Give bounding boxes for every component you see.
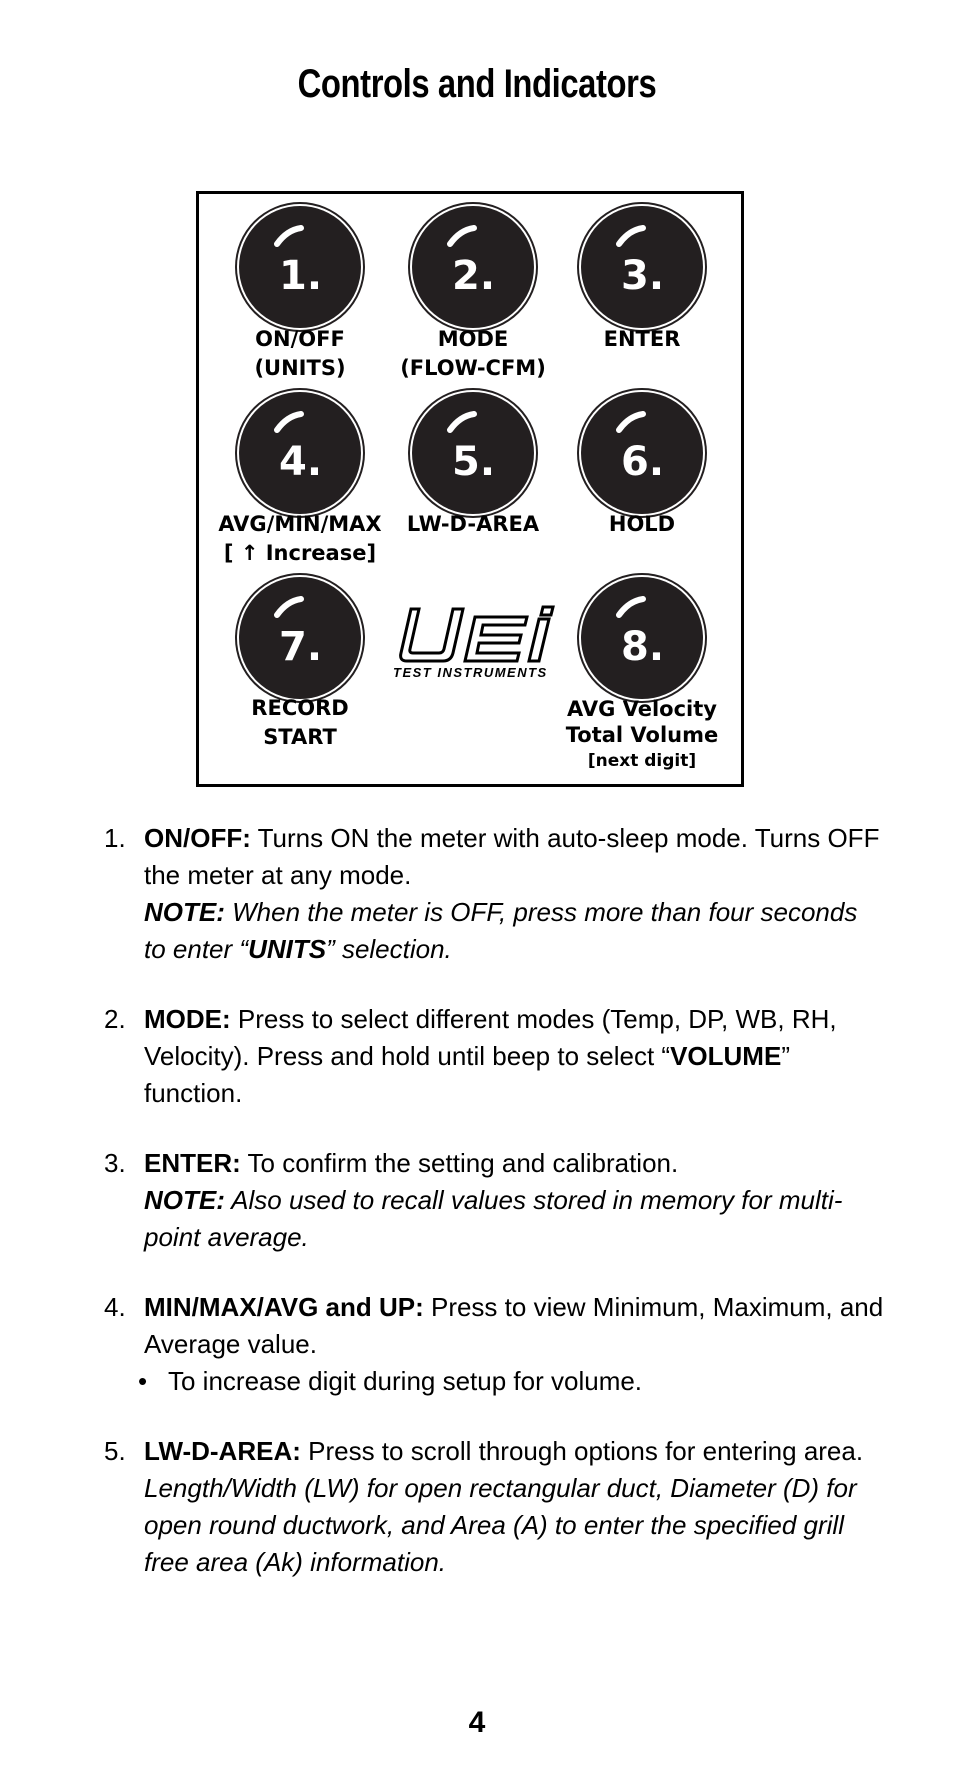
button-1-label	[220, 325, 380, 383]
button-1-on-off	[239, 206, 361, 328]
label-line: (FLOW-CFM)	[400, 356, 546, 380]
item-bold: VOLUME	[670, 1041, 782, 1071]
label-line: START	[263, 725, 337, 749]
label-line: AVG Velocity	[567, 697, 717, 721]
list-item	[104, 820, 884, 968]
button-number: 6.	[621, 439, 665, 485]
list-item	[104, 1001, 884, 1112]
item-text: To confirm the setting and calibration.	[240, 1148, 679, 1178]
button-2-label	[383, 325, 563, 383]
note-text: ” selection.	[326, 934, 452, 964]
page-title: Controls and Indicators	[297, 62, 657, 106]
item-italic-text: Length/Width (LW) for open rectangular duct, Diameter (D) for open round ductwork, and Area (A) to enter the specified grill free area (Ak) information.	[144, 1473, 857, 1577]
list-item	[104, 1145, 884, 1256]
button-3-enter	[581, 206, 703, 328]
note-label: NOTE:	[144, 897, 225, 927]
item-text: Turns ON the meter with auto-sleep mode. Turns OFF the meter at any mode.	[144, 823, 880, 890]
item-term: MIN/MAX/AVG and UP:	[144, 1292, 424, 1322]
button-number: 7.	[279, 624, 323, 670]
list-item	[104, 1289, 884, 1400]
label-line: MODE	[437, 327, 509, 351]
item-term: MODE:	[144, 1004, 231, 1034]
list-item	[104, 1433, 884, 1581]
item-text: ” function.	[144, 1041, 790, 1108]
item-number: 3.	[104, 1148, 126, 1178]
item-number: 5.	[104, 1436, 126, 1466]
button-number: 4.	[279, 439, 323, 485]
button-8-label	[552, 696, 732, 774]
label-line: ON/OFF	[255, 327, 345, 351]
controls-description-list	[104, 820, 884, 1614]
item-term: LW-D-AREA:	[144, 1436, 301, 1466]
item-term: ON/OFF:	[144, 823, 251, 853]
item-number: 1.	[104, 823, 126, 853]
button-number: 3.	[621, 253, 665, 299]
note-text: Also used to recall values stored in memory for multi-point average.	[144, 1185, 843, 1252]
uei-logo	[197, 409, 767, 699]
button-2-mode	[412, 206, 534, 328]
logo-subtext: TEST INSTRUMENTS	[393, 665, 548, 680]
label-line: ENTER	[603, 327, 681, 351]
bullet-icon: •	[138, 1366, 148, 1396]
button-number: 8.	[621, 624, 665, 670]
label-line: Total Volume	[565, 723, 719, 747]
item-term: ENTER:	[144, 1148, 241, 1178]
item-text: Press to select different modes (Temp, DP, WB, RH, Velocity). Press and hold until beep to select “	[144, 1004, 837, 1071]
label-line: [next digit]	[587, 751, 697, 771]
item-text: Press to view Minimum, Maximum, and Average value.	[144, 1292, 884, 1359]
item-number: 2.	[104, 1004, 126, 1034]
note-text: When the meter is OFF, press more than four seconds to enter “	[144, 897, 858, 964]
item-text: Press to scroll through options for entering area.	[300, 1436, 864, 1466]
label-line: HOLD	[608, 512, 676, 536]
label-line: LW-D-AREA	[406, 512, 540, 536]
page-number: 4	[468, 1706, 486, 1739]
button-7-label	[220, 694, 380, 752]
bullet-item	[104, 1363, 884, 1400]
note-label: NOTE:	[144, 1185, 225, 1215]
label-line: RECORD	[251, 696, 349, 720]
button-number: 5.	[452, 439, 496, 485]
bullet-text: To increase digit during setup for volume.	[168, 1366, 643, 1396]
button-3-label	[562, 325, 722, 354]
item-number: 4.	[104, 1292, 126, 1322]
button-number: 1.	[279, 253, 323, 299]
button-number: 2.	[452, 253, 496, 299]
label-line: (UNITS)	[254, 356, 346, 380]
label-line: AVG/MIN/MAX	[218, 512, 382, 536]
note-bold: UNITS	[248, 934, 327, 964]
label-line: [ ↑ Increase]	[223, 541, 377, 565]
